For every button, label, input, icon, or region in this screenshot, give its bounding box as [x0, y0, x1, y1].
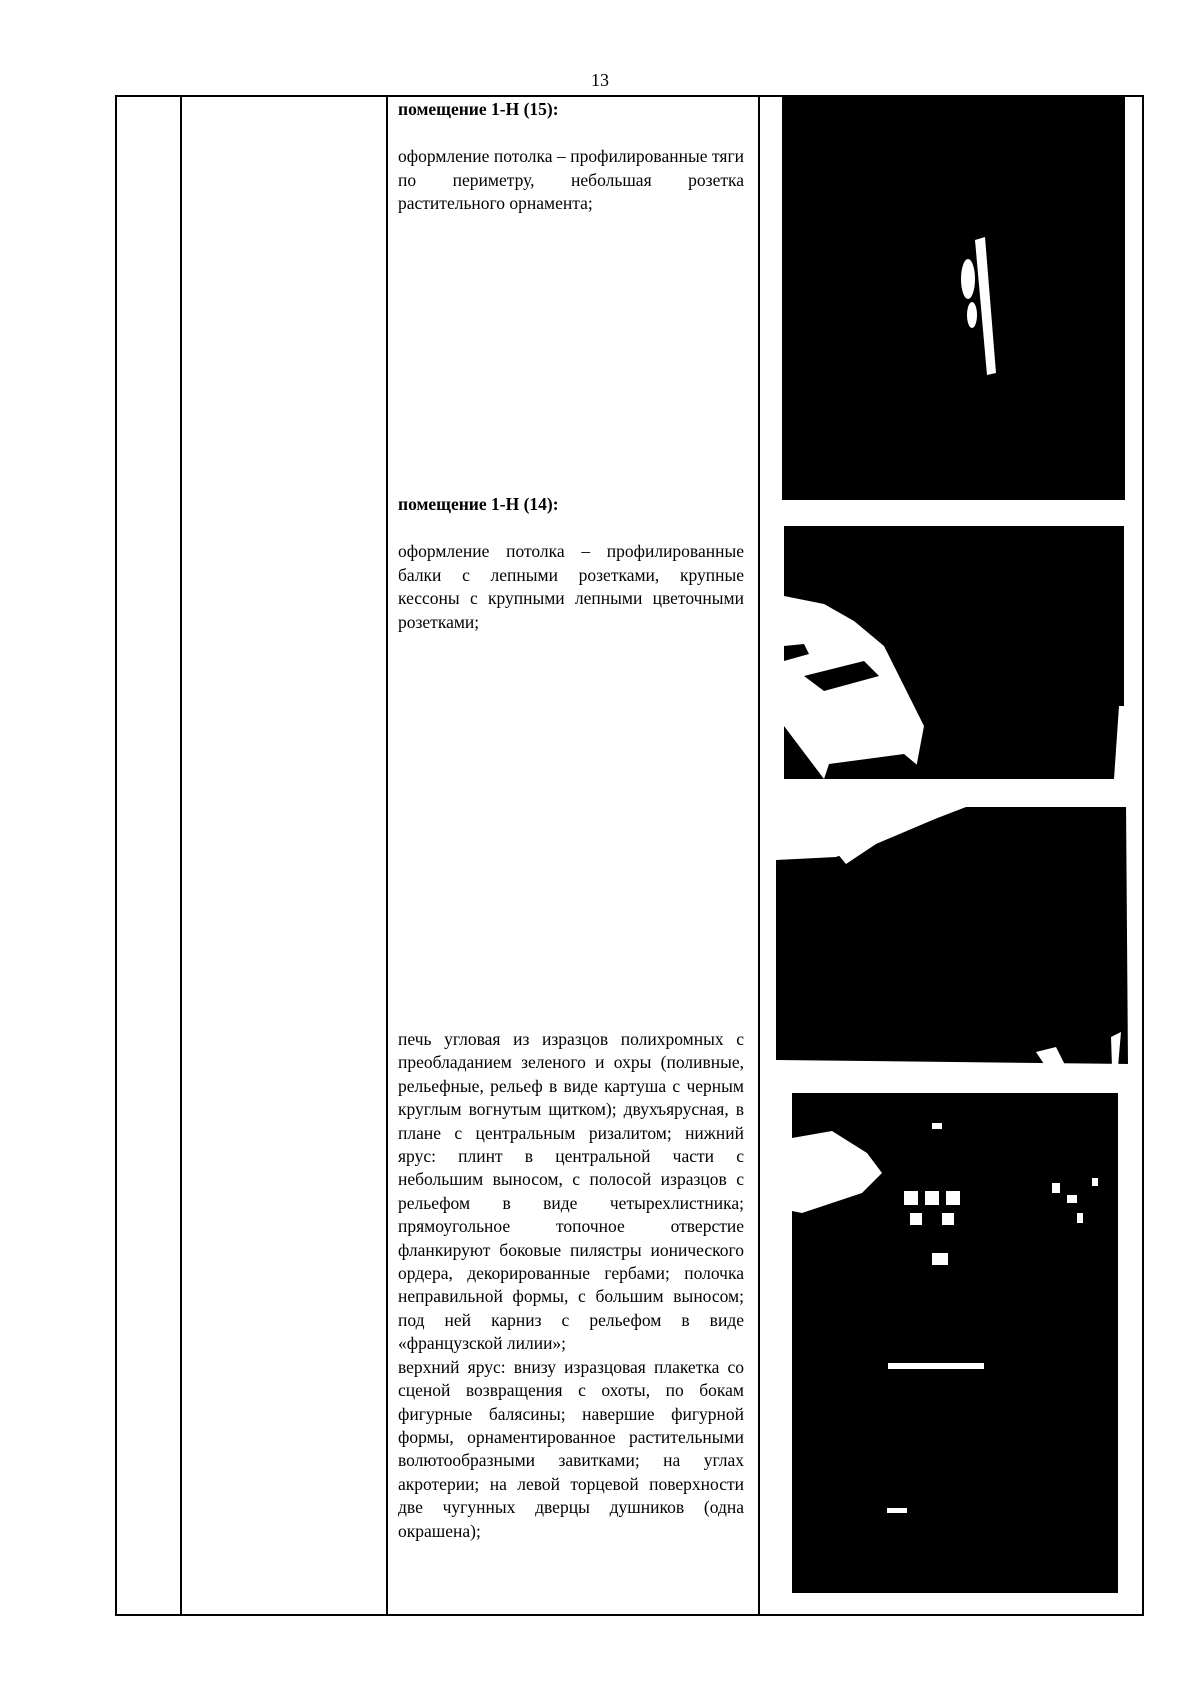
- column-divider-3: [758, 95, 760, 1616]
- section-text: оформление потолка – профилированные тяги по периметру, небольшая розетка растительного орнамента;: [398, 146, 744, 214]
- ceiling-rosette-photo: [782, 96, 1125, 500]
- section-text: оформление потолка – профилированные балки с лепными розетками, крупные кессоны с крупными лепными цветочными розетками;: [398, 541, 744, 632]
- stove-upper-tier-text: верхний ярус: внизу изразцовая плакетка со сценой возвращения с охоты, по бокам фигурные балясины; навершие фигурной формы, орнаментированное растительными волютообразными завитками; на углах акротерии; на левой торцевой поверхности две чугунных дверцы душников (одна окрашена);: [398, 1356, 744, 1541]
- section-room-15: [398, 98, 744, 216]
- section-heading: помещение 1-Н (14):: [398, 494, 559, 514]
- column-divider-1: [180, 95, 182, 1616]
- section-heading: помещение 1-Н (15):: [398, 99, 559, 119]
- stove-lower-tier-text: печь угловая из изразцов полихромных с преобладанием зеленого и охры (поливные, рельефные, рельеф в виде картуша с черным круглым вогнутым щитком); двухъярусная, в плане с центральным ризалитом; нижний ярус: плинт в центральной части с небольшим выносом, с полосой изразцов с рельефом в виде четырехлистника; прямоугольное топочное отверстие фланкируют боковые пилястры ионического ордера, декорированные гербами; полочка неправильной формы, с большим выносом; под ней карниз с рельефом в виде «французской лилии»;: [398, 1029, 744, 1354]
- page-number: 13: [591, 70, 609, 90]
- section-stove: [398, 1028, 744, 1543]
- column-divider-2: [386, 95, 388, 1616]
- ceiling-beams-photo: [784, 526, 1124, 779]
- section-room-14: [398, 493, 744, 634]
- tiled-stove-photo: [792, 1093, 1118, 1593]
- ceiling-coffers-photo: [776, 802, 1132, 1067]
